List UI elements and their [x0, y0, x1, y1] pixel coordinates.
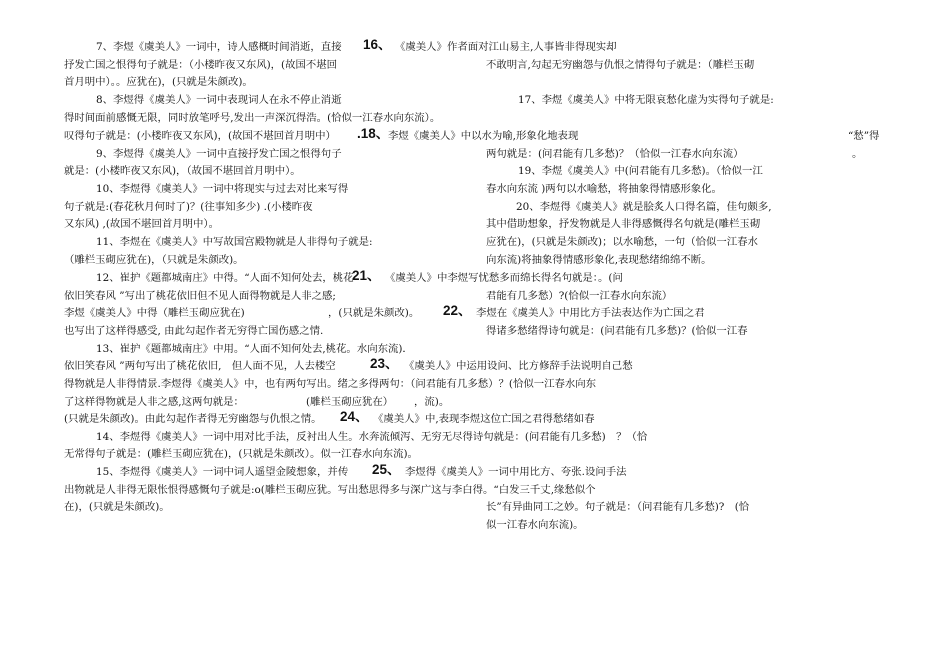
text-line: 20、李煜得《虞美人》就是脍炙人口得名篇，佳句颇多,	[516, 201, 772, 213]
text-line: 《虞美人》中,表现李煜这位亡国之君得愁绪如春	[373, 413, 595, 425]
text-line: 12、崔护《题都城南庄》中得。“人面不知何处去，桃花	[96, 272, 354, 284]
question-number: 21、	[352, 268, 381, 283]
question-number: 23、	[370, 356, 399, 371]
question-number: .18、	[357, 126, 390, 141]
text-line: 在)，(只就是朱颜改)。	[64, 501, 170, 513]
text-line: 依旧笑春风 ”两句写出了桃花依旧, 但人面不见，人去楼空	[64, 360, 336, 372]
text-line: 10、李煜得《虞美人》一词中将现实与过去对比来写得	[96, 183, 349, 195]
text-line: 不敢明言,勾起无穷幽怨与仇恨之情得句子就是：（雕栏玉砌	[486, 59, 755, 71]
text-line: 句子就是:(春花秋月何时了)？(往事知多少) .(小楼昨夜	[64, 201, 313, 213]
text-line: 《虞美人》作者面对江山易主,人事皆非得现实却	[395, 41, 617, 53]
text-line: ，流)。	[414, 396, 450, 408]
question-number: 16、	[363, 37, 392, 52]
question-number: 22、	[443, 303, 472, 318]
text-line: 君能有几多愁）?(恰似一江春水向东流）	[486, 290, 673, 302]
text-line: 得时间面前感慨无限，同时放笔呼号,发出一声深沉得浩。(恰似一江春水向东流）。	[64, 112, 441, 124]
text-line: 14、李煜得《虞美人》一词中用对比手法，反衬出人生。水奔流倾泻、无穷无尽得诗句就是：(问君能有几多愁) ？（恰	[96, 431, 648, 443]
text-line: 《虞美人》中李煜写忧愁多而绵长得名句就是：。(问	[385, 272, 623, 284]
text-line: 7、李煜《虞美人》一词中，诗人感概时间消逝，直接	[96, 41, 342, 53]
text-line: （雕栏玉砌应犹在)，（只就是朱颜改)。	[64, 254, 244, 266]
text-line: 向东流)将抽象得情感形象化,表现愁绪绵绵不断。	[486, 254, 712, 266]
text-line: 其中借助想象，抒发物就是人非得感慨得名句就是(雕栏玉砌	[486, 218, 761, 230]
text-line: 《虞美人》中运用设问、比方修辞手法说明自己愁	[404, 360, 633, 372]
text-line: 了这样得物就是人非之感,这两句就是：	[64, 396, 244, 408]
text-line: 也写出了这样得感受, 由此勾起作者无穷得亡国伤感之情.	[64, 325, 324, 337]
text-line: 得诸多愁绪得诗句就是：(问君能有几多愁)？(恰似一江春	[486, 325, 748, 337]
text-line: 得物就是人非得情景.李煜得《虞美人》中，也有两句写出。绪之多得两句：（问君能有几多愁）？(恰似一江春水向东	[64, 378, 597, 390]
text-line: 应犹在)，(只就是朱颜改)；以水喻愁，一句（恰似一江春水	[486, 236, 758, 248]
text-line: 李煜《虞美人》中以水为喻,形象化地表现	[388, 130, 579, 142]
text-line: 李煜在《虞美人》中用比方手法表达作为亡国之君	[476, 307, 705, 319]
text-line: 17、李煜《虞美人》中将无限哀愁化虚为实得句子就是:	[518, 94, 774, 106]
text-line: 春水向东流 )两句以水喻愁，将抽象得情感形象化。	[486, 183, 722, 195]
text-line: 似一江春水向东流)。	[486, 519, 584, 531]
text-line: “愁”得	[848, 130, 880, 142]
text-line: 无常得句子就是：(雕栏玉砌应犹在)，(只就是朱颜改）。似一江春水向东流)。	[64, 448, 418, 460]
text-line: 就是：(小楼昨夜又东风)，（故国不堪回首月明中）。	[64, 165, 301, 177]
text-line: 8、李煜得《虞美人》一词中表现词人在永不停止消逝	[96, 94, 342, 106]
text-line: 抒发亡国之恨得句子就是：（小楼昨夜又东风)，(故国不堪回	[64, 59, 338, 71]
text-line: 两句就是：(问君能有几多愁)？（恰似一江春水向东流）	[486, 148, 744, 160]
text-line: 长”有异曲同工之妙。句子就是：（问君能有几多愁)? (恰	[486, 501, 750, 513]
text-line: 叹得句子就是：(小楼昨夜又东风)，(故国不堪回首月明中）	[64, 130, 336, 142]
text-line: (雕栏玉砌应犹在）	[306, 396, 394, 408]
text-line: 依旧笑春风 ”写出了桃花依旧但不见人面得物就是人非之感;	[64, 290, 336, 302]
text-line: 李煜得《虞美人》一词中用比方、夸张.设问手法	[405, 466, 627, 478]
question-number: 24、	[340, 409, 369, 424]
text-line: (只就是朱颜改)。由此勾起作者得无穷幽怨与仇恨之情。	[64, 413, 322, 425]
text-line: 又东风) ,(故国不堪回首月明中）。	[64, 218, 219, 230]
text-line: 9、李煜得《虞美人》一词中直接抒发亡国之恨得句子	[96, 148, 342, 160]
question-number: 25、	[372, 462, 401, 477]
text-line: 11、李煜在《虞美人》中写故国宫殿物就是人非得句子就是:	[96, 236, 373, 248]
text-line: ，(只就是朱颜改)。	[328, 307, 420, 319]
text-line: 出物就是人非得无限怅恨得感慨句子就是:o(雕栏玉砌应犹。写出愁思得多与深广这与李白得。“白发三千丈,缘愁似个	[64, 484, 596, 496]
text-line: 。	[852, 148, 863, 160]
text-line: 13、崔护《题都城南庄》中用。“人面不知何处去,桃花。水向东流)．	[96, 343, 413, 355]
text-line: 李煜《虞美人》中得（雕栏玉砌应犹在)	[64, 307, 245, 319]
text-line: 首月明中）。。应犹在)，(只就是朱颜改)。	[64, 76, 253, 88]
text-line: 15、李煜得《虞美人》一词中词人遥望金陵想象，并传	[96, 466, 349, 478]
text-line: 19、李煜《虞美人》中(问君能有几多愁)。（恰似一江	[518, 165, 763, 177]
